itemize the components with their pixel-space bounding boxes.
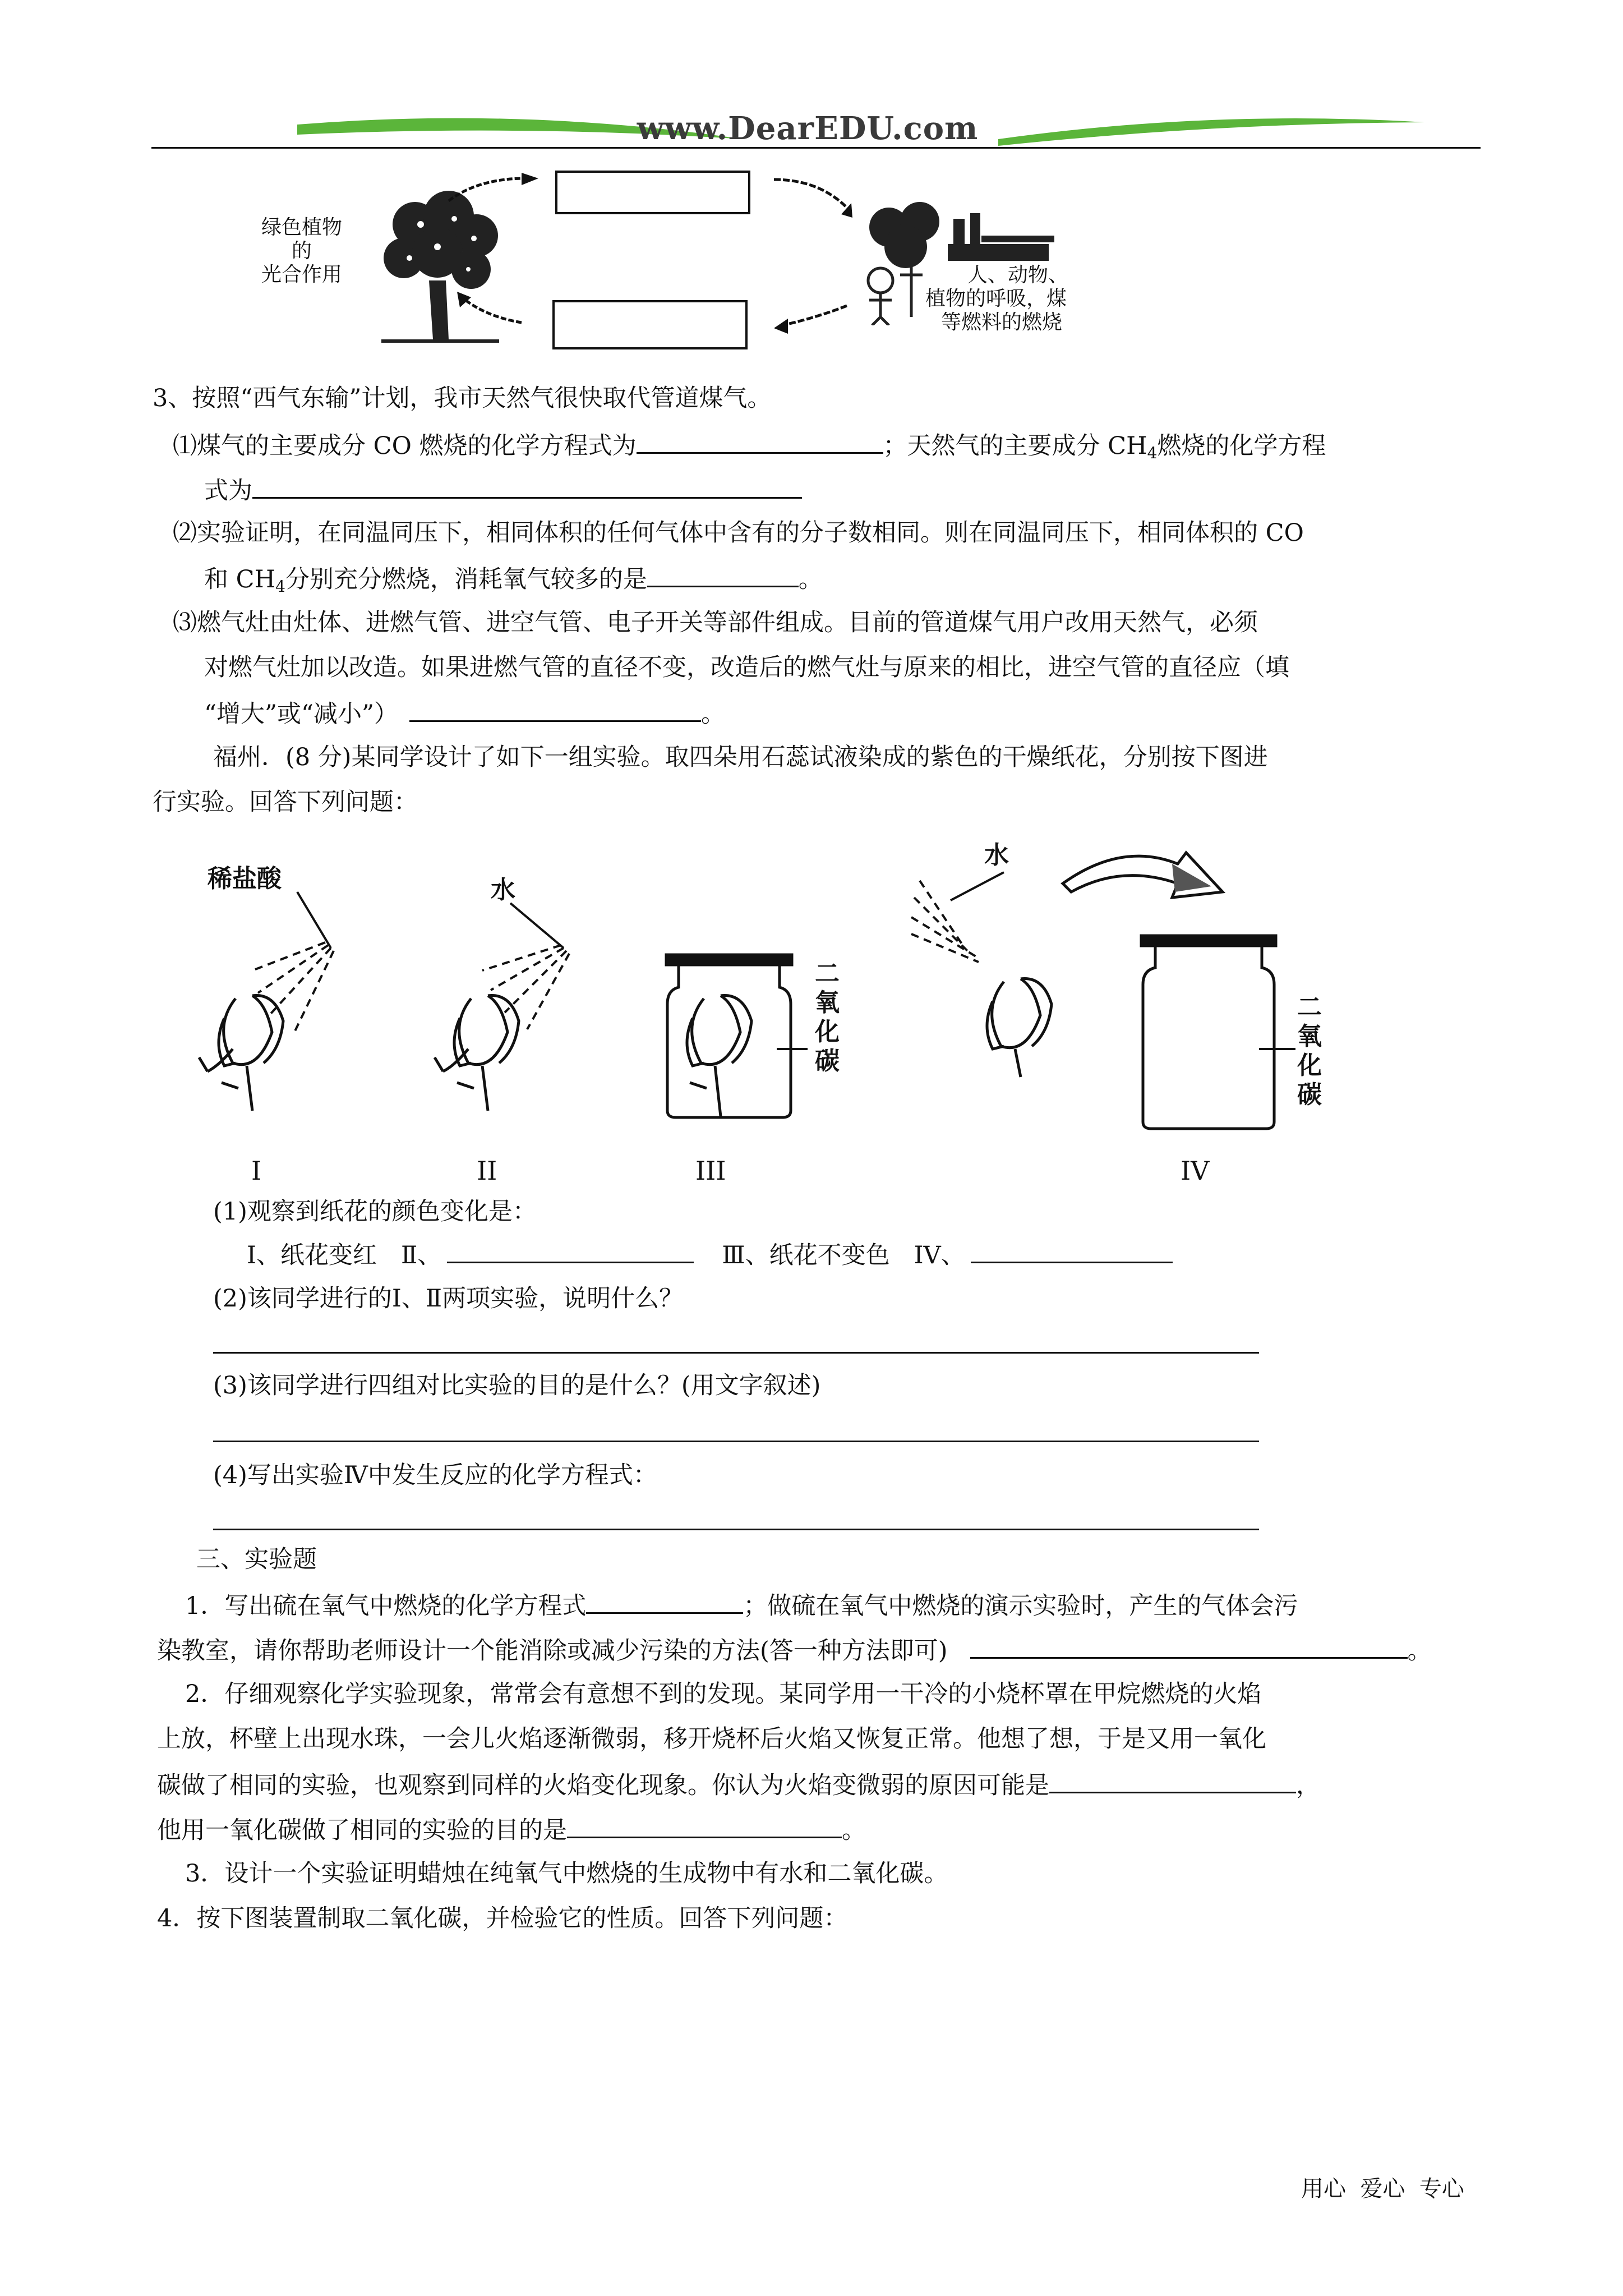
carbon-cycle-diagram (236, 163, 1133, 365)
label-water-4: 水 (984, 841, 1009, 869)
label-exp-2: II (477, 1156, 497, 1186)
s1-line1: 1．写出硫在氧气中燃烧的化学方程式 ；做硫在氧气中燃烧的演示实验时，产生的气体会污 (185, 1588, 1298, 1623)
s2-line4: 他用一氧化碳做了相同的实验的目的是 。 (157, 1812, 866, 1847)
answer-blank-co-equation[interactable] (637, 427, 883, 454)
s4-line: 4．按下图装置制取二氧化碳，并检验它的性质。回答下列问题： (157, 1904, 848, 1932)
fuzhou-q1: (1)观察到纸花的颜色变化是： (213, 1198, 537, 1226)
q3-part3-line1: ⑶燃气灶由灶体、进燃气管、进空气管、电子开关等部件组成。目前的管道煤气用户改用天然气，必须 (173, 609, 1258, 637)
q3-part1-line2: 式为 (204, 472, 802, 508)
cycle-label-left: 绿色植物 的 光合作用 (261, 216, 342, 286)
header-rule (151, 147, 1481, 149)
q3-part3-line3: “增大”或“减小”） 。 (204, 696, 725, 731)
q3-title: 3、按照“西气东输”计划，我市天然气很快取代管道煤气。 (153, 384, 772, 412)
fuzhou-q3: (3)该同学进行四组对比实验的目的是什么？(用文字叙述) (213, 1372, 821, 1400)
s2-line1: 2．仔细观察化学实验现象，常常会有意想不到的发现。某同学用一干冷的小烧杯罩在甲烷燃烧的火焰 (185, 1680, 1262, 1708)
answer-blank-more-oxygen[interactable] (647, 561, 799, 587)
fuzhou-q2: (2)该同学进行的Ⅰ、Ⅱ两项实验，说明什么？ (213, 1285, 684, 1313)
q3-part1-line1: ⑴煤气的主要成分 CO 燃烧的化学方程式为 ；天然气的主要成分 $CH_4$燃烧的化学方程 (173, 427, 1326, 470)
header-swoosh-right (998, 112, 1424, 151)
answer-blank-co-purpose[interactable] (567, 1812, 842, 1838)
s3-line: 3．设计一个实验证明蜡烛在纯氧气中燃烧的生成物中有水和二氧化碳。 (185, 1860, 948, 1888)
answer-blank-exp4-color[interactable] (971, 1237, 1173, 1263)
label-exp-4: IV (1181, 1156, 1210, 1186)
label-exp-3: III (695, 1156, 726, 1186)
label-dilute-hcl: 稀盐酸 (208, 864, 282, 893)
q3-part3-line2: 对燃气灶加以改造。如果进燃气管的直径不变，改造后的燃气灶与原来的相比，进空气管的直径应（填 (204, 654, 1289, 682)
label-exp-1: I (251, 1156, 262, 1186)
label-water-2: 水 (491, 876, 515, 904)
site-logo-text: www.DearEDU.com (637, 110, 979, 147)
s2-line3: 碳做了相同的实验，也观察到同样的火焰变化现象。你认为火焰变微弱的原因可能是 ， (157, 1767, 1320, 1802)
q3-part2-line2: 和 $CH_4$分别充分燃烧，消耗氧气较多的是 。 (204, 561, 823, 604)
answer-blank-sulfur-equation[interactable] (586, 1588, 743, 1614)
answer-line-q3[interactable] (213, 1441, 1259, 1442)
experiment-figure (168, 830, 1402, 1212)
cycle-box-bottom (552, 300, 748, 349)
experiment-drawings (168, 830, 1402, 1212)
cycle-label-right: 人、动物、 植物的呼吸，煤 等燃料的燃烧 (925, 264, 1069, 334)
answer-blank-ch4-equation[interactable] (252, 472, 802, 499)
section3-title: 三、实验题 (196, 1545, 317, 1573)
answer-blank-flame-reason[interactable] (1049, 1767, 1296, 1793)
answer-blank-air-pipe[interactable] (409, 696, 701, 722)
answer-line-q4[interactable] (213, 1529, 1259, 1530)
q3-part2-line1: ⑵实验证明，在同温同压下，相同体积的任何气体中含有的分子数相同。则在同温同压下，相同体积的 CO (173, 519, 1304, 547)
cycle-box-top (555, 171, 750, 214)
answer-blank-pollution-method[interactable] (970, 1632, 1408, 1659)
page-footer: 用心 爱心 专心 (1301, 2176, 1464, 2202)
s2-line2: 上放，杯壁上出现水珠，一会儿火焰逐渐微弱，移开烧杯后火焰又恢复正常。他想了想，于是又用一氧化 (157, 1725, 1266, 1753)
page-header (151, 107, 1481, 157)
label-co2-jar4: 二 氧 化 碳 (1297, 993, 1322, 1109)
label-co2-jar3: 二 氧 化 碳 (815, 959, 840, 1075)
fuzhou-intro-line1: 福州．(8 分)某同学设计了如下一组实验。取四朵用石蕊试液染成的紫色的干燥纸花，分别按下图进 (213, 743, 1268, 771)
fuzhou-q1-answers: Ⅰ、纸花变红 Ⅱ、 Ⅲ、纸花不变色 IV、 (247, 1237, 1173, 1272)
fuzhou-intro-line2: 行实验。回答下列问题： (153, 788, 418, 816)
answer-blank-exp2-color[interactable] (447, 1237, 694, 1263)
answer-line-q2[interactable] (213, 1352, 1259, 1354)
s1-line2: 染教室，请你帮助老师设计一个能消除或减少污染的方法(答一种方法即可) 。 (157, 1632, 1432, 1668)
fuzhou-q4: (4)写出实验Ⅳ中发生反应的化学方程式： (213, 1461, 657, 1489)
